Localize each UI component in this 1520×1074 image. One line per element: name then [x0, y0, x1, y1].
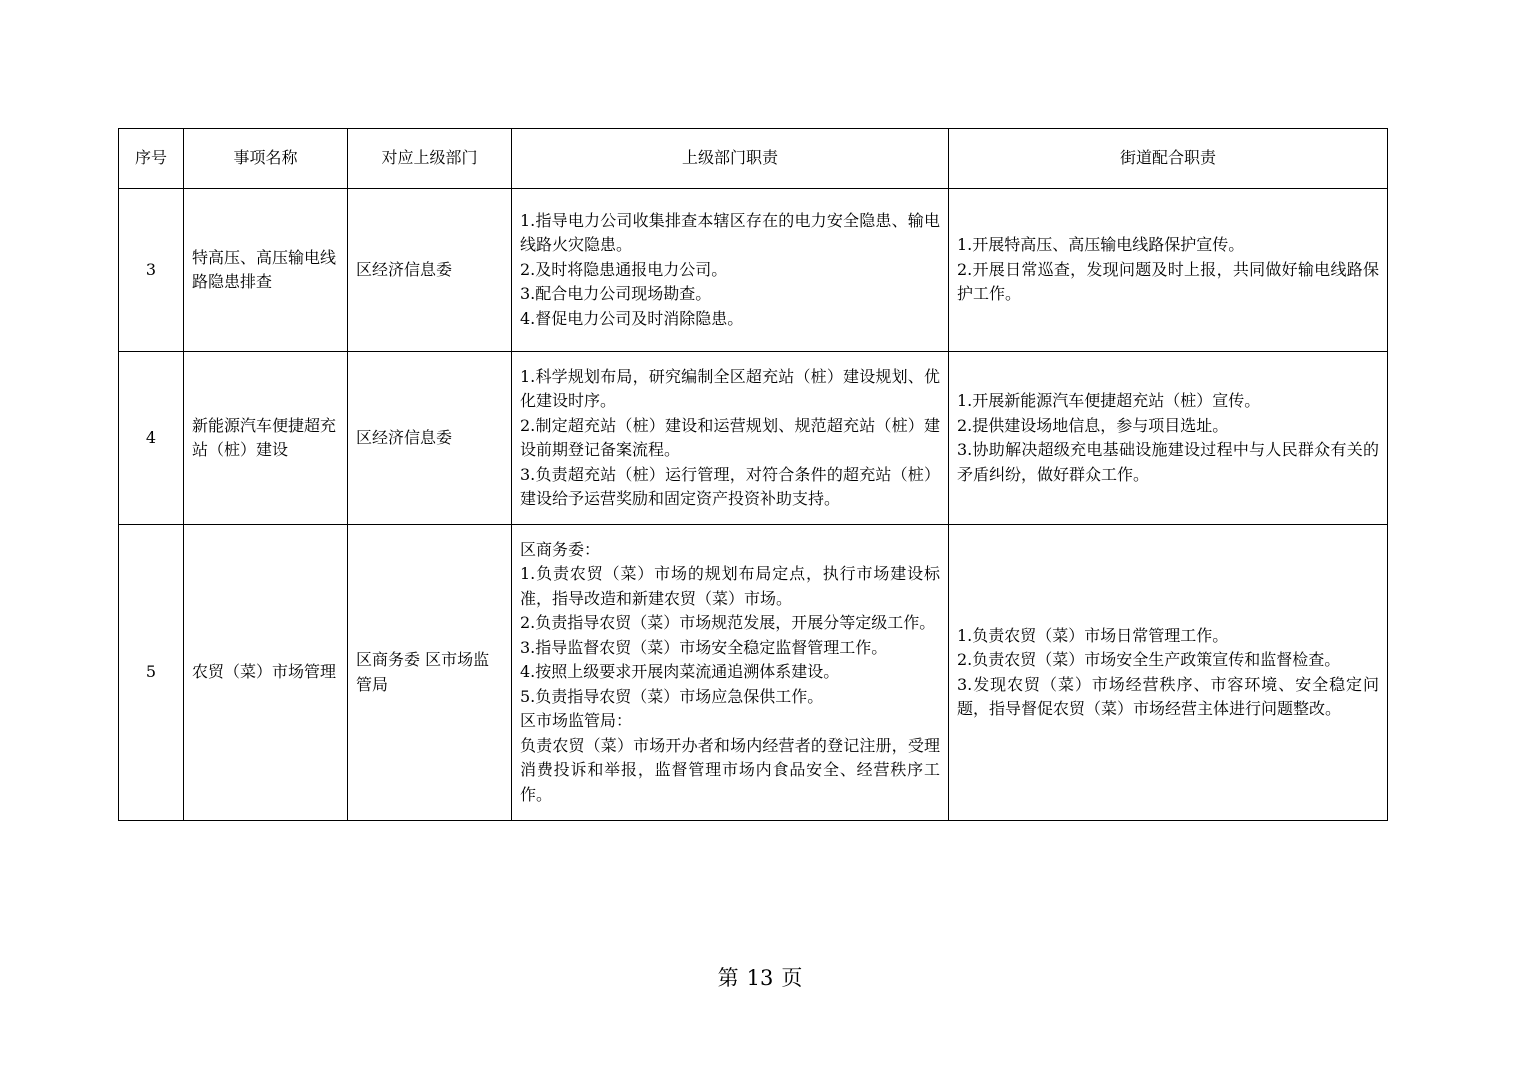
header-street-duty: 街道配合职责 [949, 129, 1388, 189]
row-seq: 5 [119, 525, 184, 821]
table-body [119, 189, 1388, 821]
table-header [119, 129, 1388, 189]
duty-line: 1.负责农贸（菜）市场的规划布局定点，执行市场建设标准，指导改造和新建农贸（菜）市场。 [520, 564, 940, 608]
header-name: 事项名称 [184, 129, 348, 189]
duty-line: 2.提供建设场地信息，参与项目选址。 [957, 415, 1229, 435]
duty-line: 区商务委： [520, 539, 601, 559]
table-row [119, 525, 1388, 821]
duty-line: 2.开展日常巡查，发现问题及时上报，共同做好输电线路保护工作。 [957, 259, 1379, 304]
header-superior-duty: 上级部门职责 [512, 129, 949, 189]
duty-line: 4.督促电力公司及时消除隐患。 [520, 308, 744, 328]
row-item-name: 农贸（菜）市场管理 [184, 525, 348, 821]
row-seq: 4 [119, 352, 184, 525]
page-footer [0, 962, 1520, 992]
header-dept: 对应上级部门 [348, 129, 512, 189]
duty-line: 2.负责农贸（菜）市场安全生产政策宣传和监督检查。 [957, 650, 1341, 669]
row-street-duty [949, 525, 1388, 821]
row-item-name: 新能源汽车便捷超充站（桩）建设 [184, 352, 348, 525]
header-row [119, 129, 1388, 189]
duty-line: 1.开展特高压、高压输电线路保护宣传。 [957, 235, 1245, 255]
duty-line: 3.负责超充站（桩）运行管理，对符合条件的超充站（桩）建设给予运营奖励和固定资产投资补助支持。 [520, 464, 940, 508]
duty-line: 1.科学规划布局，研究编制全区超充站（桩）建设规划、优化建设时序。 [520, 366, 940, 410]
duty-line: 2.负责指导农贸（菜）市场规范发展，开展分等定级工作。 [520, 613, 936, 633]
duty-line: 2.制定超充站（桩）建设和运营规划、规范超充站（桩）建设前期登记备案流程。 [520, 415, 940, 459]
duty-line: 3.配合电力公司现场勘查。 [520, 284, 712, 304]
duty-line: 1.负责农贸（菜）市场日常管理工作。 [957, 625, 1229, 645]
header-seq: 序号 [119, 129, 184, 189]
duty-line: 3.发现农贸（菜）市场经营秩序、市容环境、安全稳定问题，指导督促农贸（菜）市场经营主体进行问题整改。 [957, 674, 1379, 718]
duty-line: 4.按照上级要求开展肉菜流通追溯体系建设。 [520, 662, 840, 682]
table-row [119, 189, 1388, 352]
duty-line: 负责农贸（菜）市场开办者和场内经营者的登记注册，受理消费投诉和举报，监督管理市场内食品安全、经营秩序工作。 [520, 735, 940, 804]
table-row [119, 352, 1388, 525]
duty-line: 3.协助解决超级充电基础设施建设过程中与人民群众有关的矛盾纠纷，做好群众工作。 [957, 440, 1379, 484]
duty-line: 5.负责指导农贸（菜）市场应急保供工作。 [520, 686, 824, 706]
row-dept: 区经济信息委 [348, 352, 512, 525]
row-item-name: 特高压、高压输电线路隐患排查 [184, 189, 348, 352]
row-superior-duty [512, 352, 949, 525]
duty-line: 区市场监管局： [520, 711, 633, 731]
row-seq: 3 [119, 189, 184, 352]
row-street-duty [949, 189, 1388, 352]
row-dept: 区经济信息委 [348, 189, 512, 352]
row-street-duty [949, 352, 1388, 525]
page-suffix: 页 [781, 966, 803, 990]
duty-line: 3.指导监督农贸（菜）市场安全稳定监督管理工作。 [520, 637, 888, 657]
page-prefix: 第 [717, 966, 739, 990]
row-superior-duty [512, 525, 949, 821]
row-dept: 区商务委 区市场监管局 [348, 525, 512, 821]
duty-line: 1.指导电力公司收集排查本辖区存在的电力安全隐患、输电线路火灾隐患。 [520, 210, 940, 255]
row-superior-duty [512, 189, 949, 352]
duty-line: 1.开展新能源汽车便捷超充站（桩）宣传。 [957, 391, 1261, 410]
duty-table [118, 128, 1388, 821]
duty-line: 2.及时将隐患通报电力公司。 [520, 259, 728, 279]
page-number: 13 [746, 966, 774, 990]
